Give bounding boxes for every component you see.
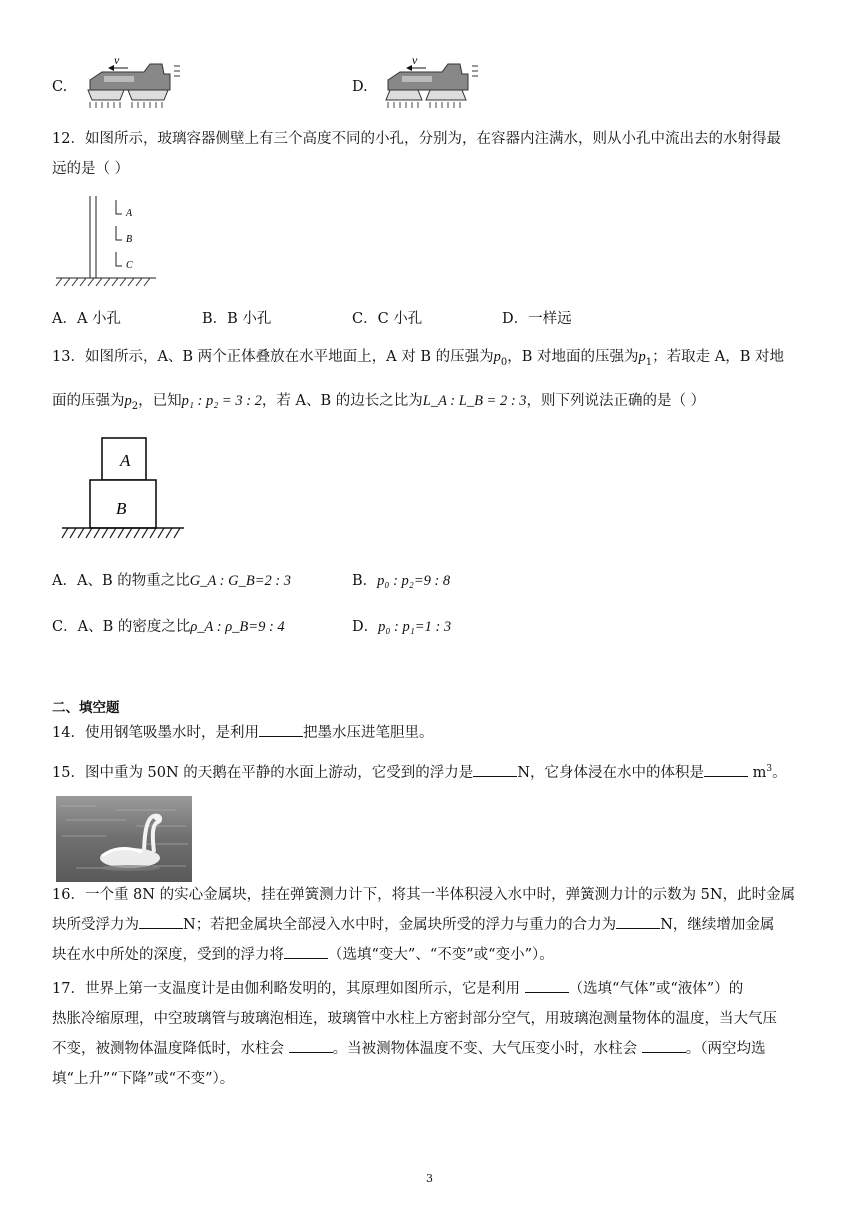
q13-option-a[interactable] <box>52 570 291 592</box>
length-ratio: L_A : L_B = 2 : 3 <box>422 393 527 409</box>
q15-text-a: 15．图中重为 50N 的天鹅在平静的水面上游动，它受到的浮力是 <box>52 764 474 781</box>
hovercraft-figure-c <box>84 52 184 110</box>
velocity-label: v <box>412 53 418 67</box>
q12-text-line1: 12．如图所示，玻璃容器侧壁上有三个高度不同的小孔，分别为，在容器内注满水，则从小孔中流出去的水射得最 <box>52 131 781 147</box>
q13-text-b: ，B 对地面的压强为 <box>507 349 639 365</box>
q13-text-g: ，则下列说法正确的是（ ） <box>526 393 706 409</box>
q17-text-line3 <box>52 1038 765 1060</box>
q17-text-line1 <box>52 978 743 1000</box>
q15-unit: m <box>752 764 767 781</box>
p0-subscript: 0 <box>500 356 508 368</box>
q17-text-a: 17．世界上第一支温度计是由伽利略发明的，其原理如图所示，它是利用 <box>52 981 525 997</box>
q12-option-c[interactable]: C．C 小孔 <box>352 311 423 327</box>
q15-blank-2[interactable] <box>704 762 748 777</box>
q13-option-d-label: D． <box>352 619 379 635</box>
q17-text-line2: 热胀冷缩原理，中空玻璃管与玻璃泡相连，玻璃管中水柱上方密封部分空气，用玻璃泡测量物体的温度，当大气压 <box>52 1011 777 1027</box>
q15-unit-exponent: 3 <box>766 764 773 774</box>
p2-symbol: p <box>124 393 132 409</box>
stacked-blocks-figure <box>58 434 188 546</box>
q15-text <box>52 758 787 784</box>
q13-option-c-text: C．A、B 的密度之比 <box>52 619 191 635</box>
q13-option-d-expr: p₀ : p₁=1 : 3 <box>378 619 452 635</box>
q14-blank[interactable] <box>259 722 303 737</box>
option-d-label: D. <box>352 79 368 95</box>
q16-text-a: 块所受浮力为 <box>52 917 139 933</box>
q13-option-a-text: A．A、B 的物重之比 <box>52 573 190 589</box>
q13-text-f: ，若 A、B 的边长之比为 <box>261 393 423 409</box>
q13-option-b-label: B． <box>352 573 378 589</box>
q17-blank-3[interactable] <box>642 1038 686 1053</box>
q15-blank-1[interactable] <box>473 762 517 777</box>
q17-text-d: 。当被测物体温度不变、大气压变小时，水柱会 <box>332 1041 642 1057</box>
q14-text-a: 14．使用钢笔吸墨水时，是利用 <box>52 725 259 741</box>
option-c-label: C. <box>52 79 68 95</box>
q13-text-c: ；若取走 A，B 对地 <box>652 349 785 365</box>
q14-text <box>52 722 433 744</box>
q16-text-e: （选填“变大”、“不变”或“变小”）。 <box>328 947 554 963</box>
q16-text-line1: 16．一个重 8N 的实心金属块，挂在弹簧测力计下，将其一半体积浸入水中时，弹簧测力计的示数为 5N，此时金属 <box>52 887 796 903</box>
q17-text-c: 不变，被测物体温度降低时，水柱会 <box>52 1041 289 1057</box>
q12-text-line2: 远的是（ ） <box>52 161 130 177</box>
p1-subscript: 1 <box>645 356 653 368</box>
q17-text-e: 。（两空均选 <box>685 1041 766 1057</box>
q15-text-b: N，它身体浸在水中的体积是 <box>517 764 704 781</box>
hovercraft-figure-d <box>382 52 482 110</box>
q13-option-b-expr: p₀ : p₂=9 : 8 <box>377 573 451 589</box>
block-a-label: A <box>120 451 131 470</box>
swan-photo <box>56 796 192 882</box>
q17-blank-1[interactable] <box>525 978 569 993</box>
page-number: 3 <box>426 1172 433 1185</box>
p2-subscript: 2 <box>131 400 139 412</box>
hole-b-label: B <box>126 234 133 245</box>
q13-text-a: 13．如图所示，A、B 两个正体叠放在水平地面上，A 对 B 的压强为 <box>52 349 494 365</box>
q16-text-c: N，继续增加金属 <box>660 917 775 933</box>
q16-text-line3 <box>52 944 554 966</box>
container-holes-figure <box>52 192 162 290</box>
q13-text-line2 <box>52 390 705 418</box>
q13-text-line1 <box>52 346 784 374</box>
q14-text-b: 把墨水压进笔胆里。 <box>302 725 434 741</box>
q17-text-line4: 填“上升”“下降”或“不变”）。 <box>52 1071 235 1087</box>
q17-blank-2[interactable] <box>289 1038 333 1053</box>
q16-text-line2 <box>52 914 774 936</box>
hole-a-label: A <box>126 208 133 219</box>
q13-option-c-expr: ρ_A : ρ_B=9 : 4 <box>190 619 285 635</box>
q13-option-c[interactable] <box>52 616 285 638</box>
q13-option-a-expr: G_A : G_B=2 : 3 <box>189 573 292 589</box>
p0-symbol: p <box>493 349 501 365</box>
q13-option-d[interactable] <box>352 616 451 638</box>
q15-text-end: 。 <box>772 764 787 781</box>
q12-option-a[interactable]: A．A 小孔 <box>52 311 122 327</box>
q16-blank-1[interactable] <box>139 914 183 929</box>
q16-text-d: 块在水中所处的深度，受到的浮力将 <box>52 947 284 963</box>
block-b-label: B <box>116 499 127 518</box>
q13-option-b[interactable] <box>352 570 450 592</box>
q12-option-b[interactable]: B．B 小孔 <box>202 311 272 327</box>
q13-text-e: ，已知 <box>138 393 182 409</box>
pressure-ratio: p₁ : p₂ = 3 : 2 <box>181 393 262 409</box>
hole-c-label: C <box>126 260 133 271</box>
q16-blank-2[interactable] <box>616 914 660 929</box>
q16-blank-3[interactable] <box>284 944 328 959</box>
p1-symbol: p <box>638 349 646 365</box>
section-title: 二、填空题 <box>52 700 120 716</box>
velocity-label: v <box>114 53 120 67</box>
q17-text-b: （选填“气体”或“液体”）的 <box>568 981 744 997</box>
q16-text-b: N；若把金属块全部浸入水中时，金属块所受的浮力与重力的合力为 <box>183 917 617 933</box>
q12-option-d[interactable]: D．一样远 <box>502 311 572 327</box>
q13-text-d: 面的压强为 <box>52 393 125 409</box>
